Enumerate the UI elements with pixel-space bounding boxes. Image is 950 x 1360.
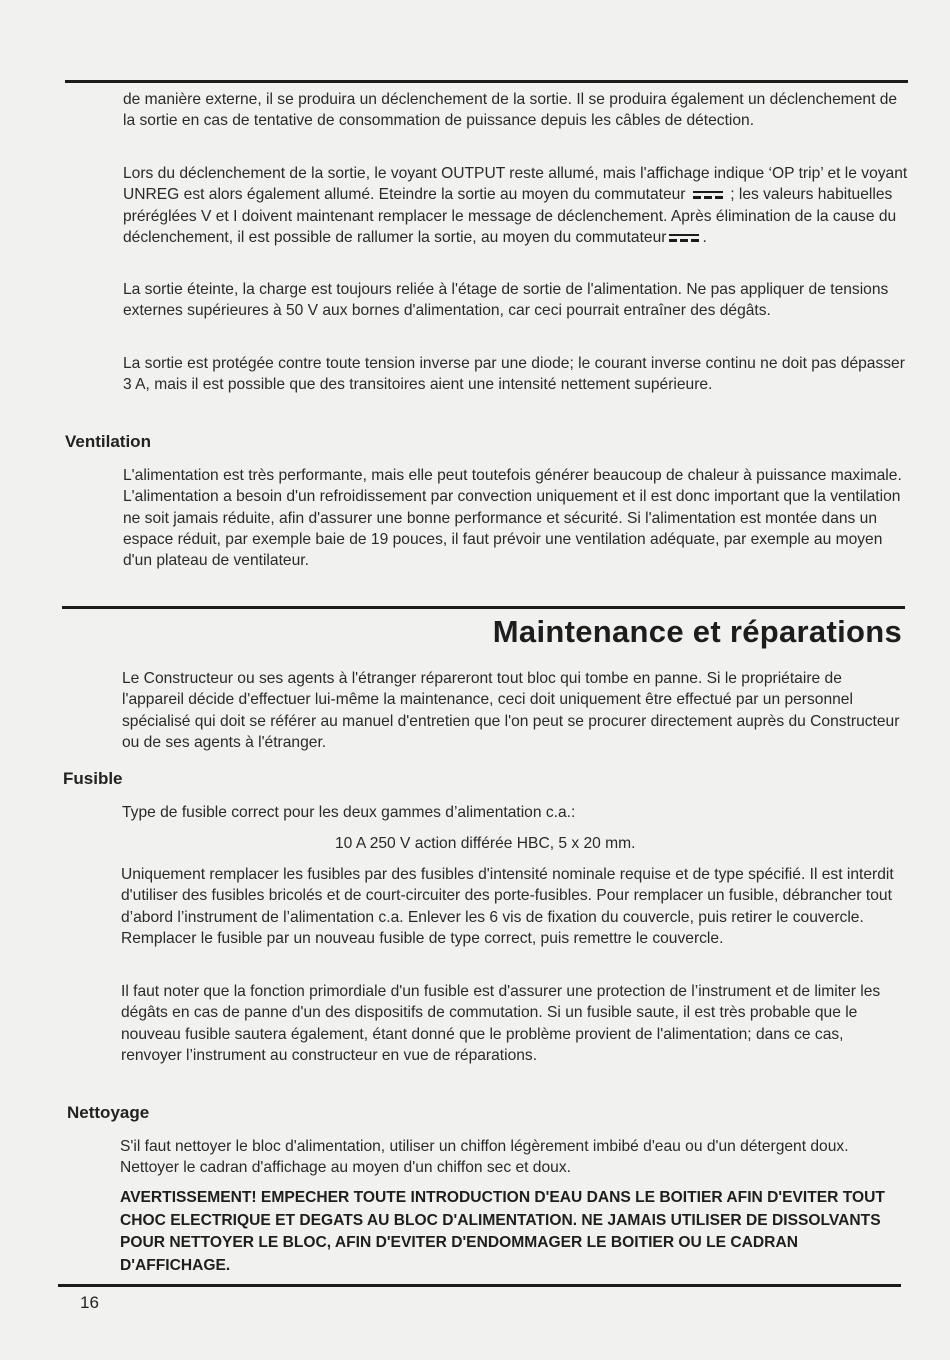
paragraph-fuse-replace: Uniquement remplacer les fusibles par des fusibles d'intensité nominale requise et de type spécifié. Il est interdit d'utiliser des fusibles bricolés et de court-circuiter des porte-fusibles. Pour remplacer un fusible, débrancher tout d’abord l’instrument de l’alimentation c.a. Enlever les 6 vis de fixation du couvercle, puis retirer le couvercle. Remplacer le fusible par un nouveau fusible de type correct, puis remettre le couvercle. — [121, 866, 894, 947]
top-rule — [65, 80, 908, 83]
paragraph-output-trip-intro: de manière externe, il se produira un déclenchement de la sortie. Il se produira également un déclenchement de la sortie en cas de tentative de consommation de puissance depuis les câbles de détection. — [123, 91, 898, 130]
paragraph-op-trip-part1: Lors du déclenchement de la sortie, le voyant OUTPUT reste allumé, mais l'affichage indique ‘OP trip’ et le voyant UNREG est alors également allumé. Eteindre la sortie au moyen du commutateur — [123, 165, 908, 204]
warning-text: AVERTISSEMENT! EMPECHER TOUTE INTRODUCTION D'EAU DANS LE BOITIER AFIN D'EVITER TOUT CHOC ELECTRIQUE ET DEGATS AU BLOC D'ALIMENTATION. NE JAMAIS UTILISER DE DISSOLVANTS POUR NETTOYER LE BLOC, AFIN D'EVITER D'ENDOMMAGER LE BOITIER OU LE CADRAN D'AFFICHAGE. — [120, 1189, 885, 1274]
paragraph-output-off: La sortie éteinte, la charge est toujours reliée à l'étage de sortie de l'alimentation. Ne pas appliquer de tensions externes supérieures à 50 V aux bornes d'alimentation, car ceci pourrait entraîner des dégâts. — [123, 281, 889, 320]
dc-output-switch-icon — [669, 233, 699, 243]
paragraph-ventilation: L'alimentation est très performante, mais elle peut toutefois générer beaucoup de chaleur à puissance maximale. L'alimentation a besoin d'un refroidissement par convection uniquement et il est donc important que la ventilation ne soit jamais réduite, afin d'assurer une bonne performance et sécurité. Si l'alimentation est montée dans un espace réduit, par exemple baie de 19 pouces, il faut prévoir une ventilation adéquate, par exemple au moyen d'un plateau de ventilateur. — [123, 467, 902, 570]
paragraph-maintenance: Le Constructeur ou ses agents à l'étranger répareront tout bloc qui tombe en panne. Si le propriétaire de l'appareil décide d'effectuer lui-même la maintenance, ceci doit uniquement être effectué par un personnel spécialisé qui doit se référer au manuel d'entretien que l'on peut se procurer directement auprès du Constructeur ou de ses agents à l'étranger. — [122, 670, 900, 751]
heading-maintenance: Maintenance et réparations — [492, 614, 902, 649]
section-rule — [62, 606, 905, 609]
paragraph-reverse-protection: La sortie est protégée contre toute tension inverse par une diode; le courant inverse continu ne doit pas dépasser 3 A, mais il est possible que des transitoires aient une intensité nettement supérieure. — [123, 355, 905, 394]
paragraph-cleaning: S'il faut nettoyer le bloc d'alimentation, utiliser un chiffon légèrement imbibé d'eau ou d'un détergent doux. Nettoyer le cadran d'affichage au moyen d'un chiffon sec et doux. — [120, 1138, 849, 1177]
heading-nettoyage: Nettoyage — [67, 1103, 150, 1122]
paragraph-fuse-type: Type de fusible correct pour les deux gammes d’alimentation c.a.: — [122, 804, 576, 821]
paragraph-fuse-function: Il faut noter que la fonction primordiale d'un fusible est d'assurer une protection de l’instrument et de limiter les dégâts en cas de panne d'un des dispositifs de commutation. Si un fusible saute, il est très probable que le nouveau fusible sautera également, étant donné que le problème provient de l'alimentation; dans ce cas, renvoyer l’instrument au constructeur en vue de réparations. — [121, 983, 881, 1064]
dc-output-switch-icon — [693, 190, 723, 200]
bottom-rule — [58, 1284, 901, 1287]
heading-fusible: Fusible — [63, 769, 123, 788]
fuse-spec: 10 A 250 V action différée HBC, 5 x 20 mm. — [335, 835, 636, 852]
page-number: 16 — [80, 1293, 99, 1312]
paragraph-op-trip-part3: . — [702, 228, 707, 246]
paragraph-op-trip — [123, 163, 908, 248]
paragraph-op-trip-part2: ; les valeurs habituelles préréglées V et I doivent maintenant remplacer le message de déclenchement. Après élimination de la cause du déclenchement, il est possible de rallumer la sortie, au moyen du commutateur — [123, 186, 897, 246]
heading-ventilation: Ventilation — [65, 432, 151, 451]
